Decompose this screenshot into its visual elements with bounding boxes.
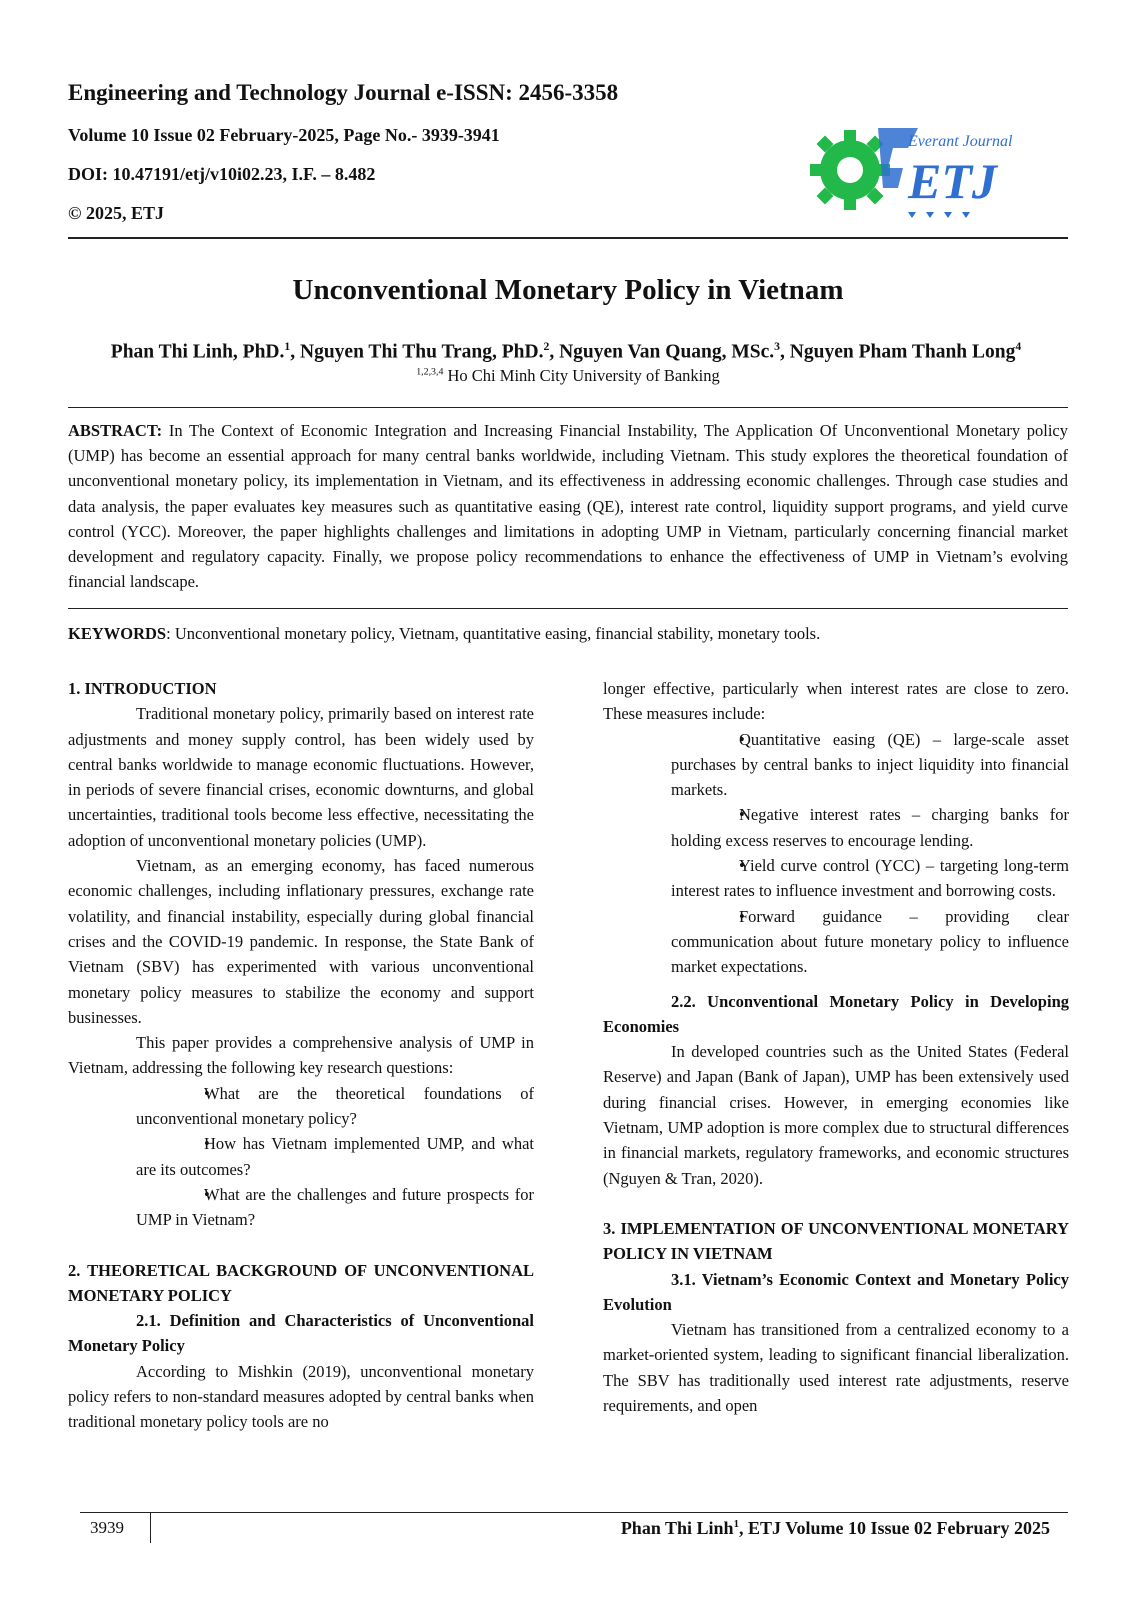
keywords xyxy=(68,624,1068,644)
affiliation-sup: 1,2,3,4 xyxy=(416,366,444,378)
logo-wordmark: ETJ xyxy=(908,153,997,209)
author-list: Phan Thi Linh, PhD.$^1$, Nguyen Thi Thu Trang, PhD.$^2$, Nguyen Van Quang, MSc.$^3$, Nguyen Pham Thanh Long$^4$ xyxy=(110,340,1022,363)
journal-name: Engineering and Technology Journal e-ISSN: 2456-3358 xyxy=(68,80,619,105)
paragraph: longer effective, particularly when interest rates are close to zero. These measures include: xyxy=(603,679,1069,724)
list-item: • How has Vietnam implemented UMP, and what are its outcomes? xyxy=(68,1131,534,1182)
list-item: • What are the challenges and future prospects for UMP in Vietnam? xyxy=(68,1182,534,1233)
list-item: • What are the theoretical foundations of unconventional monetary policy? xyxy=(68,1081,534,1132)
list-item: • Forward guidance – providing clear communication about future monetary policy to influence market expectations. xyxy=(603,904,1069,980)
affiliation xyxy=(68,366,1068,386)
abstract-text: In The Context of Economic Integration and Increasing Financial Instability, The Application Of Unconventional Monetary policy (UMP) has become an essential approach for many central banks worldwide, including Vietnam. This study explores the theoretical foundation of unconventional monetary policy, its implementation in Vietnam, and its effectiveness in addressing economic challenges. Through case studies and data analysis, the paper evaluates key measures such as quantitative easing (QE), interest rate control, liquidity support programs, and yield curve control (YCC). Moreover, the paper highlights challenges and limitations in adopting UMP in Vietnam, particularly concerning financial market development and regulatory capacity. Finally, we propose policy recommendations to enhance the effectiveness of UMP in Vietnam’s evolving financial landscape. xyxy=(68,421,1068,592)
volume-info: Volume 10 Issue 02 February-2025, Page No.- 3939-3941 xyxy=(68,125,500,145)
paragraph: Vietnam has transitioned from a centralized economy to a market-oriented system, leading to significant financial liberalization. The SBV has traditionally used interest rate adjustments, reserve requirements, and open xyxy=(603,1320,1069,1416)
paragraph: According to Mishkin (2019), unconventional monetary policy refers to non-standard measures adopted by central banks when traditional monetary policy tools are no xyxy=(68,1361,534,1432)
affiliation-text: Ho Chi Minh City University of Banking xyxy=(443,366,720,385)
footer-citation xyxy=(621,1518,1050,1539)
research-questions-list xyxy=(68,1081,534,1233)
etj-logo xyxy=(808,118,1018,222)
footer-divider xyxy=(150,1513,151,1543)
abstract xyxy=(68,418,1068,594)
subsection-heading-2-2: 2.2. Unconventional Monetary Policy in Developing Economies xyxy=(603,991,1069,1036)
section-heading-implementation: 3. IMPLEMENTATION OF UNCONVENTIONAL MONETARY POLICY IN VIETNAM xyxy=(603,1218,1069,1264)
copyright: © 2025, ETJ xyxy=(68,203,164,223)
author-name: Nguyen Thi Thu Trang, PhD. xyxy=(299,341,544,363)
footer-rule xyxy=(80,1512,1068,1513)
abstract-bottom-rule xyxy=(68,608,1068,609)
list-item: • Negative interest rates – charging banks for holding excess reserves to encourage lending. xyxy=(603,802,1069,853)
paragraph: Traditional monetary policy, primarily based on interest rate adjustments and money supply control, has been widely used by central banks worldwide to manage economic fluctuations. However, in periods of severe financial crises, economic downturns, and global uncertainties, traditional tools become less effective, necessitating the adoption of unconventional monetary policies (UMP). xyxy=(68,704,534,850)
doi-info: DOI: 10.47191/etj/v10i02.23, I.F. – 8.482 xyxy=(68,164,376,184)
header-rule xyxy=(68,237,1068,239)
footer-author-sup: 1 xyxy=(733,1518,739,1530)
list-item: • Quantitative easing (QE) – large-scale asset purchases by central banks to inject liquidity into financial markets. xyxy=(603,727,1069,803)
abstract-label: ABSTRACT: xyxy=(68,421,163,440)
author-name: Phan Thi Linh, PhD. xyxy=(110,341,285,363)
author-sup: 1 xyxy=(284,340,291,353)
measures-list xyxy=(603,727,1069,980)
author-sup: 2 xyxy=(543,340,550,353)
left-column xyxy=(68,676,534,1435)
footer-author: Phan Thi Linh xyxy=(620,1518,734,1538)
page-number: 3939 xyxy=(90,1518,124,1537)
footer-journal-info: , ETJ Volume 10 Issue 02 February 2025 xyxy=(738,1518,1050,1538)
gear-icon xyxy=(810,130,890,210)
right-column xyxy=(603,676,1069,1418)
logo-subtitle: Everant Journal xyxy=(908,133,1013,150)
abstract-top-rule xyxy=(68,407,1068,408)
paragraph: Vietnam, as an emerging economy, has faced numerous economic challenges, including inflationary pressures, exchange rate volatility, and financial instability, especially during global financial crises and the COVID-19 pandemic. In response, the State Bank of Vietnam (SBV) has experimented with various unconventional monetary policy measures to stabilize the economy and support businesses. xyxy=(68,856,534,1027)
section-heading-introduction: 1. INTRODUCTION xyxy=(68,679,217,698)
keywords-label: KEYWORDS xyxy=(68,624,167,643)
keywords-text: : Unconventional monetary policy, Vietnam, quantitative easing, financial stability, monetary tools. xyxy=(166,624,821,643)
subsection-heading-2-1: 2.1. Definition and Characteristics of Unconventional Monetary Policy xyxy=(68,1311,534,1356)
author-name: Nguyen Pham Thanh Long xyxy=(789,341,1016,363)
paragraph: In developed countries such as the United States (Federal Reserve) and Japan (Bank of Japan), UMP has been extensively used during financial crises. However, in emerging economies like Vietnam, UMP adoption is more complex due to structural differences in financial markets, regulatory frameworks, and economic structures (Nguyen & Tran, 2020). xyxy=(603,1042,1069,1188)
section-heading-theoretical-background: 2. THEORETICAL BACKGROUND OF UNCONVENTIONAL MONETARY POLICY xyxy=(68,1260,534,1305)
author-sup: 3 xyxy=(774,340,781,353)
list-item: • Yield curve control (YCC) – targeting long-term interest rates to influence investment and borrowing costs. xyxy=(603,853,1069,904)
paragraph: This paper provides a comprehensive analysis of UMP in Vietnam, addressing the following key research questions: xyxy=(68,1033,534,1078)
author-name: Nguyen Van Quang, MSc. xyxy=(559,341,775,363)
author-sup: 4 xyxy=(1015,340,1022,353)
subsection-heading-3-1: 3.1. Vietnam’s Economic Context and Monetary Policy Evolution xyxy=(603,1269,1069,1314)
paper-title: Unconventional Monetary Policy in Vietnam xyxy=(292,274,844,306)
